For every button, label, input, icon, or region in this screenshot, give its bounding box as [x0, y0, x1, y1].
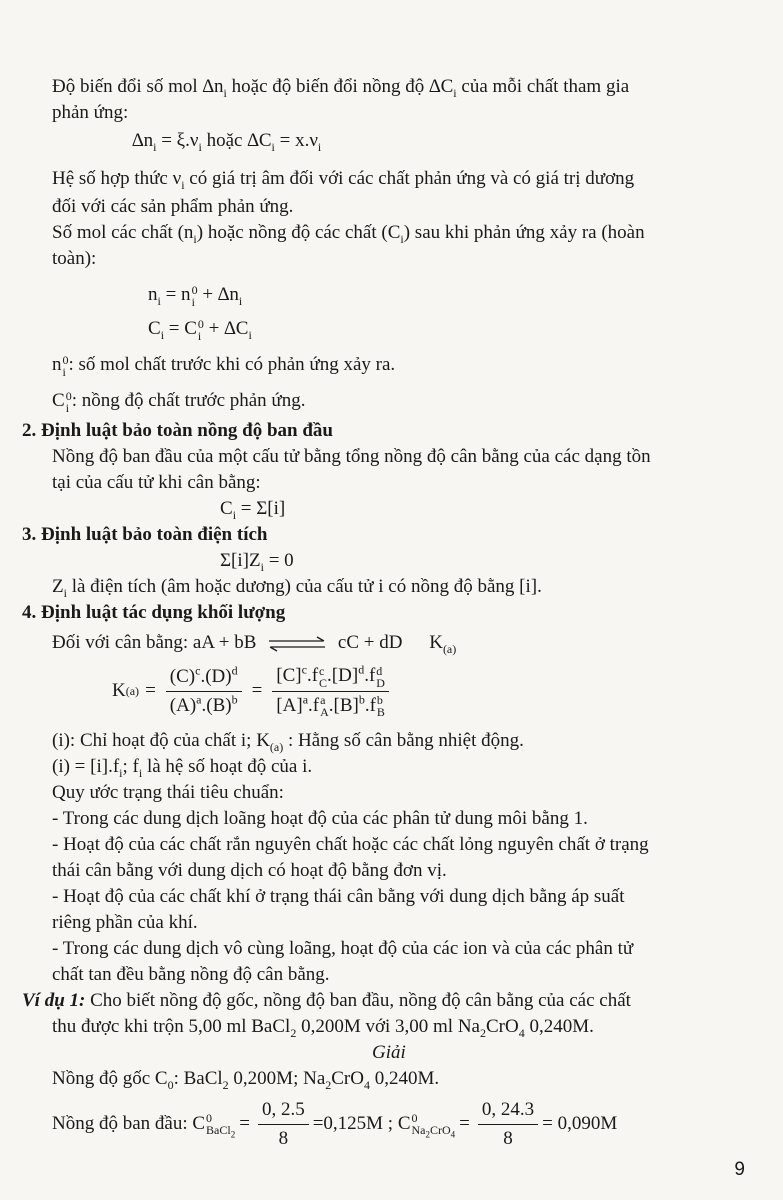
eq-c: $C_i = C$ 0 i + $\Delta C_i$ — [148, 316, 252, 343]
bullet-4b: chất tan đều bằng nồng độ cân bằng. — [52, 964, 330, 985]
equilibrium-arrows-icon — [267, 636, 327, 652]
def-activity: (i): Chỉ hoạt độ của chất i; $K_{(a)}$ : Hằng số cân bằng nhiệt động. — [52, 730, 524, 754]
section-2-text-1: Nồng độ ban đầu của một cấu tử bằng tổng nồng độ cân bằng của các dạng tồn — [52, 446, 651, 467]
section-3-heading: 3. Định luật bảo toàn điện tích — [22, 524, 268, 545]
fraction-activity: $\frac{(C)^c.(D)^d}{(A)^a.(B)^b}$ — [166, 665, 242, 718]
def-coefficient: $(i) = [i].f_i$; $f_i$ là hệ số hoạt độ của i. — [52, 756, 313, 780]
mol-line-2: toàn): — [52, 248, 97, 269]
section-3-formula: $\Sigma[i]Z_i = 0$ — [220, 550, 294, 574]
intro-line-2: phản ứng: — [52, 102, 129, 123]
coef-line-2: đối với các sản phẩm phản ứng. — [52, 196, 294, 217]
example-line-2: thu được khi trộn 5,00 ml BaCl$_2$ 0,200M với 3,00 ml $Na_2CrO_4$ 0,240M. — [52, 1016, 594, 1040]
bullet-4a: - Trong các dung dịch vô cùng loãng, hoạt độ của các ion và của các phân tử — [52, 938, 634, 959]
bullet-2a: - Hoạt độ của các chất rắn nguyên chất hoặc các chất lỏng nguyên chất ở trạng — [52, 834, 649, 855]
eq-n: $n_i = n$ 0 i + $\Delta n_i$ — [148, 282, 243, 309]
initial-concentration: Nồng độ ban đầu: C 0 BaCl$_2$ = $\frac{0, 2.5}{8}$ =0,125M ; C 0 $Na_2CrO_4$ = $\frac{0, 24.3}{8}$ = 0,090M — [52, 1098, 618, 1149]
section-2-formula: $C_i = \Sigma[i]$ — [220, 498, 286, 522]
mass-action-formula: K (a) = $\frac{(C)^c.(D)^d}{(A)^a.(B)^b}$ = $[C]^c.f$ c C $.[D]^d.f$ d D $[A]^a.f$ a A $.[B]^b.f$ b B — [112, 660, 393, 722]
fraction-na2cro4: $\frac{0, 24.3}{8}$ — [478, 1098, 538, 1151]
stock-concentration: Nồng độ gốc $C_0$: BaCl$_2$ 0,200M; $Na_2CrO_4$ 0,240M. — [52, 1068, 440, 1092]
bullet-2b: thái cân bằng với dung dịch có hoạt độ bằng đơn vị. — [52, 860, 447, 881]
note-n0: n 0 i : số mol chất trước khi có phản ứng xảy ra. — [52, 352, 396, 379]
formula-delta: $\Delta n_i = \xi.\nu_i$ hoặc $\Delta C_i = x.\nu_i$ — [132, 130, 322, 154]
example-line-1: Ví dụ 1: Cho biết nồng độ gốc, nồng độ ban đầu, nồng độ cân bằng của các chất — [22, 990, 631, 1011]
mol-line-1: Số mol các chất $(n_i)$ hoặc nồng độ các chất $(C_i)$ sau khi phản ứng xảy ra (hoàn — [52, 222, 645, 246]
coef-line-1: Hệ số hợp thức $\nu_i$ có giá trị âm đối với các chất phản ứng và có giá trị dương — [52, 168, 635, 192]
section-3-text: $Z_i$ là điện tích (âm hoặc dương) của cấu tử i có nồng độ bằng [i]. — [52, 576, 542, 600]
bullet-1: - Trong các dung dịch loãng hoạt độ của các phân tử dung môi bằng 1. — [52, 808, 588, 829]
standard-state-title: Quy ước trạng thái tiêu chuẩn: — [52, 782, 284, 803]
bullet-3b: riêng phần của khí. — [52, 912, 198, 933]
section-2-text-2: tại của cấu tử khi cân bằng: — [52, 472, 261, 493]
intro-line-1: Độ biến đổi số mol $\Delta n_i$ hoặc độ biến đổi nồng độ $\Delta C_i$ của mỗi chất tham gia — [52, 76, 630, 100]
equilibrium-line: Đối với cân bằng: aA + bB cC + dD $K_{(a)}$ — [52, 632, 457, 656]
bullet-3a: - Hoạt độ của các chất khí ở trạng thái cân bằng với dung dịch bằng áp suất — [52, 886, 625, 907]
section-4-heading: 4. Định luật tác dụng khối lượng — [22, 602, 286, 623]
section-2-heading: 2. Định luật bảo toàn nồng độ ban đầu — [22, 420, 333, 441]
page-number: 9 — [734, 1159, 745, 1180]
note-c0: C 0 i : nồng độ chất trước phản ứng. — [52, 388, 306, 415]
fraction-bacl2: $\frac{0, 2.5}{8}$ — [258, 1098, 309, 1151]
solution-label: Giải — [372, 1042, 406, 1063]
fraction-concentration: $[C]^c.f$ c C $.[D]^d.f$ d D $[A]^a.f$ a A $.[B]^b.f$ b B — [272, 664, 389, 718]
